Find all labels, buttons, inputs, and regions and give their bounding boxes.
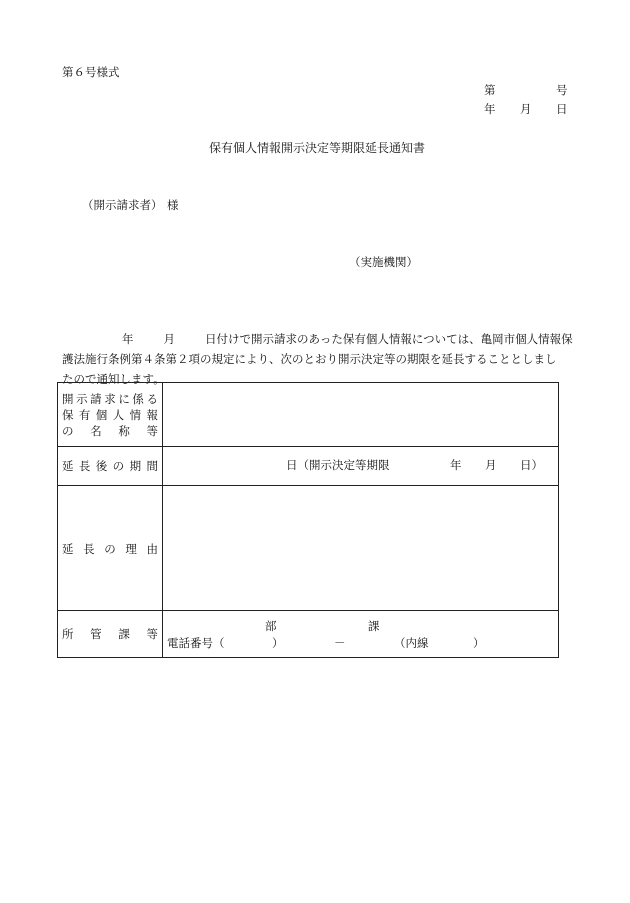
doc-number-suffix: 号 [556,83,568,97]
label-line: 開 示 請 求 に 係 る [62,392,158,406]
label-extended-period: 延 長 後 の 期 間 [62,459,158,473]
row-divider [58,446,558,447]
extension-form-table [57,382,559,658]
phone-close-paren: ） [272,636,284,650]
label-responsible-section: 所 管 課 等 [62,627,158,641]
period-deadline-year: 年 [450,458,462,472]
period-deadline-month: 月 [485,458,497,472]
label-line: の 名 称 等 [62,424,158,438]
body-year: 年 [122,332,134,346]
agency-label: （実施機関） [349,255,418,269]
requester-label: （開示請求者） [82,198,163,212]
body-month: 月 [163,332,175,346]
label-line: 保 有 個 人 情 報 [62,408,158,422]
phone-label: 電話番号（ [167,636,225,650]
extension-label: （内線 [394,636,429,650]
phone-dash: － [334,636,346,650]
issue-date-day: 日 [556,102,568,116]
row-divider [58,610,558,611]
body-line-1 [62,329,574,349]
department-bu: 部 [265,619,277,633]
period-deadline-day: 日） [520,458,543,472]
issue-date-month: 月 [520,102,532,116]
table-column-divider [162,383,163,657]
issue-date-year: 年 [484,102,496,116]
doc-number-prefix: 第 [484,83,496,97]
extension-close-paren: ） [473,636,485,650]
notice-body [62,329,574,389]
document-title: 保有個人情報開示決定等期限延長通知書 [209,141,426,155]
requester-honorific: 様 [167,198,179,212]
label-requested-info-name [58,391,162,439]
body-line-3: たので通知します。 [62,372,165,386]
row-divider [58,485,558,486]
department-ka: 課 [368,619,380,633]
body-line-1-text: 日付けで開示請求のあった保有個人情報については、亀岡市個人情報保 [205,332,573,346]
body-line-2: 護法施行条例第４条第２項の規定により、次のとおり開示決定等の期限を延長することとしまし [62,352,557,366]
label-extension-reason: 延 長 の 理 由 [62,542,158,556]
form-number: 第６号様式 [62,65,120,79]
period-day-text: 日（開示決定等期限 [286,458,390,472]
